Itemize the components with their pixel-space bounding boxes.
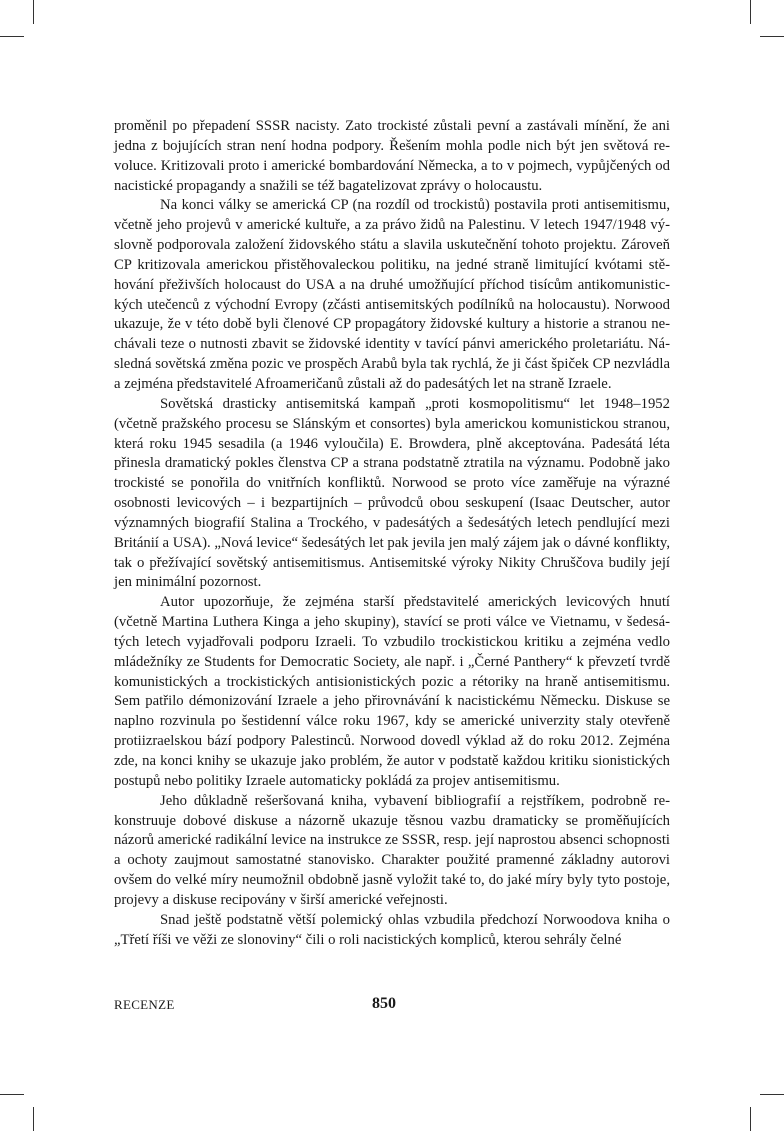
paragraph: Sovětská drasticky antisemitská kampaň „proti kosmopolitismu“ let 1948–1952 (včetně pražského procesu se Slánským et consortes) byla americkou komunistickou stranou, která roku 1945 sesadila (a 1946 vyloučila) E. Browdera, plně akceptována. Padesátá léta přinesla dramatický pokles členstva CP a strana podstatně ztratila na významu. Podobně jako trockisté se ponořila do vnitřních konfliktů. Norwood se proto více zaměřuje na výrazné osobnosti levicových – i bezpartijních – průvodců obou seskupení (Isaac Deutscher, autor významných biografií Stalina a Trockého, v padesátých a šedesátých letech pendlující mezi Británií a USA). „Nová levice“ šedesátých let pak jevila jen malý zájem jak o dávné konflikty, tak o přežívající sovětský antisemitismus. Antisemitské výroky Nikity Chruščova budily její jen minimální pozornost. [114, 395, 670, 591]
article-body [114, 117, 670, 950]
paragraph: Jeho důkladně rešeršovaná kniha, vybavení bibliografií a rejstříkem, podrobně rekonstruuje dobové diskuse a názorně ukazuje těsnou vazbu dramaticky se proměňujících názorů americké radikální levice na instrukce ze SSSR, resp. její naprostou absenci schopnosti a ochoty zaujmout samostatné stanovisko. Charakter použité pramenné základny autorovi ovšem do velké míry neumožnil obdobně jasně vyložit také to, do jaké míry byly tyto postoje, projevy a diskuse recipovány v širší americké veřejnosti. [114, 792, 670, 908]
crop-mark-top-left [33, 0, 34, 24]
paragraph: proměnil po přepadení SSSR nacisty. Zato trockisté zůstali pevní a zastávali mínění, že ani jedna z bojujících stran není hodna podpory. Řešením mohla podle nich být jen světová revoluce. Kritizovali proto i americké bombardování Německa, a to v pojmech, vypůjčených od nacistické propagandy a snažili se též bagatelizovat zprávy o holocaustu. [114, 118, 670, 194]
section-label: RECENZE [114, 997, 175, 1012]
paragraph: Autor upozorňuje, že zejména starší představitelé amerických levicových hnutí (včetně Martina Luthera Kinga a jeho skupiny), stavící se proti válce ve Vietnamu, v šedesátých letech vyjadřovali podporu Izraeli. To vzbudilo trockistickou kritiku a zejména vedlo mládežníky ze Students for Democratic Society, ale např. i „Černé Panthery“ k převzetí tvrdě komunistických a trockistických antisionistických pozic a rétoriky na hraně antisemitismu. Sem patřilo démonizování Izraele a jeho přirovnávání k nacistickému Německu. Diskuse se naplno rozvinula po šestidenní válce roku 1967, kdy se americké univerzity staly otevřeně protiizraelskou bází podpory Palestinců. Norwood dovedl výklad až do roku 2012. Zejména zde, na konci knihy se ukazuje jako problém, že autor v podstatě každou kritiku sionistických postupů nebo politiky Izraele automaticky pokládá za projev antisemitismu. [114, 594, 670, 789]
crop-mark-right-bottom [760, 1094, 784, 1095]
paragraph: Na konci války se americká CP (na rozdíl od trockistů) postavila proti antisemitismu, včetně jeho projevů v americké kultuře, a za právo židů na Palestinu. V letech 1947/1948 výslovně podporovala založení židovského státu a slavila uskutečnění tohoto projektu. Zároveň CP kritizovala americkou přistěhovaleckou politiku, na jedné straně limitující kvótami stěhování přeživších holocaust do USA a na druhé umožňující příchod tisícům antikomunistických utečenců z východní Evropy (zčásti antisemitských podílníků na holocaustu). Norwood ukazuje, že v této době byli členové CP propagátory židovské kultury a historie a stranou nechávali teze o nutnosti zbavit se židovské identity v tavící pánvi amerického proletariátu. Následná sovětská změna pozic ve prospěch Arabů byla tak rychlá, že ji část špiček CP nezvládla a zejména představitelé Afroameričanů zůstali až do padesátých let na straně Izraele. [114, 197, 670, 392]
crop-mark-bottom-left [33, 1107, 34, 1131]
crop-mark-bottom-right [750, 1107, 751, 1131]
crop-mark-right-top [760, 36, 784, 37]
crop-mark-left-bottom [0, 1094, 24, 1095]
crop-mark-left-top [0, 36, 24, 37]
crop-mark-top-right [750, 0, 751, 24]
paragraph: Snad ještě podstatně větší polemický ohlas vzbudila předchozí Norwoodova kniha o „Třetí říši ve věži ze slonoviny“ čili o roli nacistických kompliců, kterou sehrály čelné [114, 911, 670, 948]
page-number: 850 [372, 995, 396, 1012]
